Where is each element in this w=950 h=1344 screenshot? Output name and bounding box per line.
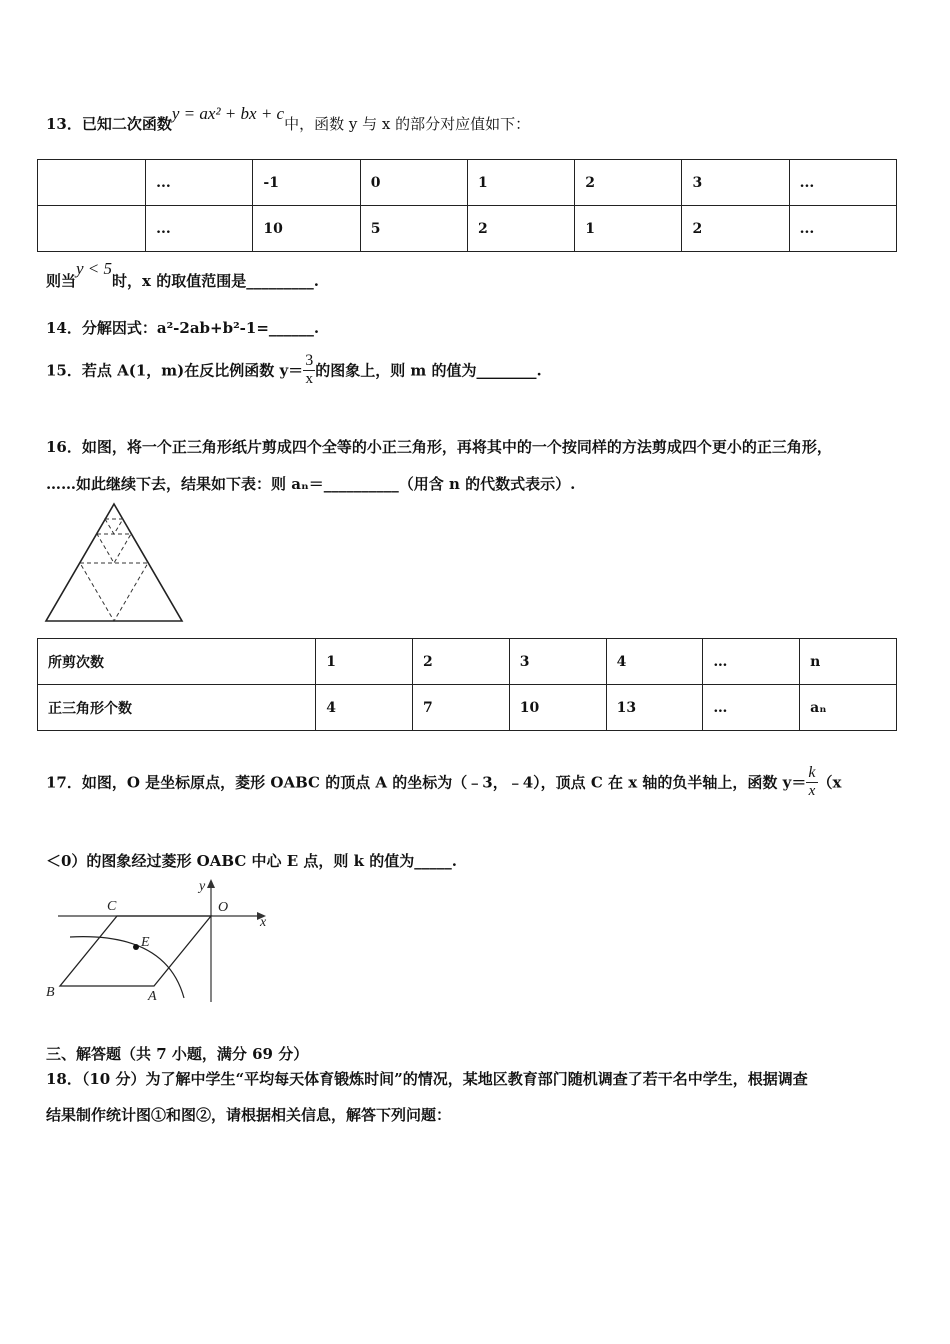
label-b: B	[46, 985, 55, 1000]
table-cell: 1	[316, 639, 413, 685]
table-cell: n	[800, 639, 897, 685]
q13-followup	[46, 259, 319, 291]
table-row	[38, 685, 897, 731]
table-cell: 正三角形个数	[38, 685, 316, 731]
label-e: E	[141, 935, 150, 950]
table-cell: 3	[682, 160, 789, 206]
table-cell: 10	[253, 206, 360, 252]
q17-tail: （x	[817, 773, 842, 792]
q13-after-tail: 时，x 的取值范围是_________.	[112, 272, 319, 290]
table-row	[38, 160, 897, 206]
q17-fraction	[806, 764, 817, 800]
table-cell: 2	[575, 160, 682, 206]
q15-lead: 15．若点 A(1，m)在反比例函数 y＝	[46, 361, 304, 380]
table-cell: 4	[316, 685, 413, 731]
table-cell: aₙ	[800, 685, 897, 731]
table-cell: 2	[682, 206, 789, 252]
q15-fraction	[303, 352, 315, 388]
cut-triangle-2	[97, 534, 131, 563]
label-o: O	[218, 900, 229, 915]
table-cell: ...	[146, 160, 253, 206]
q13-formula: y = ax² + bx + c	[171, 104, 285, 123]
q16-line1: 16．如图，将一个正三角形纸片剪成四个全等的小正三角形，再将其中的一个按同样的方法剪成四个更小的正三角形，	[46, 438, 832, 456]
hyperbola-curve	[70, 937, 184, 998]
table-cell: ...	[146, 206, 253, 252]
q15-frac-den: x	[303, 370, 315, 388]
table-cell: 所剪次数	[38, 639, 316, 685]
table-cell: 10	[509, 685, 606, 731]
q18-line2: 结果制作统计图①和图②，请根据相关信息，解答下列问题：	[46, 1106, 452, 1124]
table-cell: 7	[413, 685, 510, 731]
table-cell: 4	[606, 639, 703, 685]
q13-after-lead: 则当	[46, 272, 77, 290]
outer-triangle	[46, 504, 182, 621]
q17-line1	[46, 764, 841, 800]
q14-line: 14．分解因式：a²-2ab+b²-1=______.	[46, 319, 320, 337]
table-cell: 3	[509, 639, 606, 685]
table-row	[38, 206, 897, 252]
label-a: A	[148, 989, 157, 1004]
cut-triangle-1	[80, 563, 148, 621]
q15-frac-num: 3	[305, 352, 314, 369]
q13-number: 13．	[46, 115, 82, 133]
table-cell: -1	[253, 160, 360, 206]
q13-lead: 已知二次函数	[81, 115, 172, 133]
label-c: C	[107, 899, 117, 914]
label-y: y	[199, 879, 206, 894]
table-cell: 1	[575, 206, 682, 252]
q16-line2: ……如此继续下去，结果如下表：则 aₙ＝__________（用含 n 的代数式表示）.	[46, 475, 576, 493]
table-cell: 13	[606, 685, 703, 731]
cut-triangle-3	[105, 519, 123, 534]
table-cell: 1	[467, 160, 574, 206]
q13-inequality: y < 5	[76, 259, 113, 278]
q13-line	[46, 104, 531, 134]
q17-rhombus-figure	[38, 870, 278, 1010]
q17-line2: ＜0）的图象经过菱形 OABC 中心 E 点，则 k 的值为_____.	[46, 852, 457, 870]
q16-table	[37, 638, 897, 731]
q17-frac-den: x	[806, 782, 817, 800]
table-cell: …	[703, 639, 800, 685]
label-x: x	[260, 915, 267, 930]
q13-tail: 中，函数 y 与 x 的部分对应值如下：	[284, 115, 531, 133]
section3-title: 三、解答题（共 7 小题，满分 69 分）	[46, 1045, 309, 1063]
point-e	[133, 944, 139, 950]
table-cell: 2	[467, 206, 574, 252]
table-cell: ...	[789, 206, 896, 252]
q15-tail: 的图象上，则 m 的值为________.	[315, 361, 542, 380]
rhombus-oabc	[60, 916, 211, 986]
table-cell: 5	[360, 206, 467, 252]
q17-frac-num: k	[808, 764, 816, 781]
q13-table	[37, 159, 897, 252]
y-axis-arrow	[207, 879, 215, 888]
q16-triangle-figure	[40, 500, 190, 625]
table-row	[38, 639, 897, 685]
table-cell	[38, 206, 146, 252]
q15-line	[46, 352, 542, 388]
table-cell: 0	[360, 160, 467, 206]
table-cell: …	[703, 685, 800, 731]
table-cell: 2	[413, 639, 510, 685]
q17-lead: 17．如图，O 是坐标原点，菱形 OABC 的顶点 A 的坐标为（﹣3，﹣4），顶点 C 在 x 轴的负半轴上，函数 y＝	[46, 773, 807, 792]
table-cell	[38, 160, 146, 206]
q18-line1: 18．（10 分）为了解中学生“平均每天体育锻炼时间”的情况，某地区教育部门随机调查了若干名中学生，根据调查	[46, 1070, 808, 1088]
table-cell: ...	[789, 160, 896, 206]
